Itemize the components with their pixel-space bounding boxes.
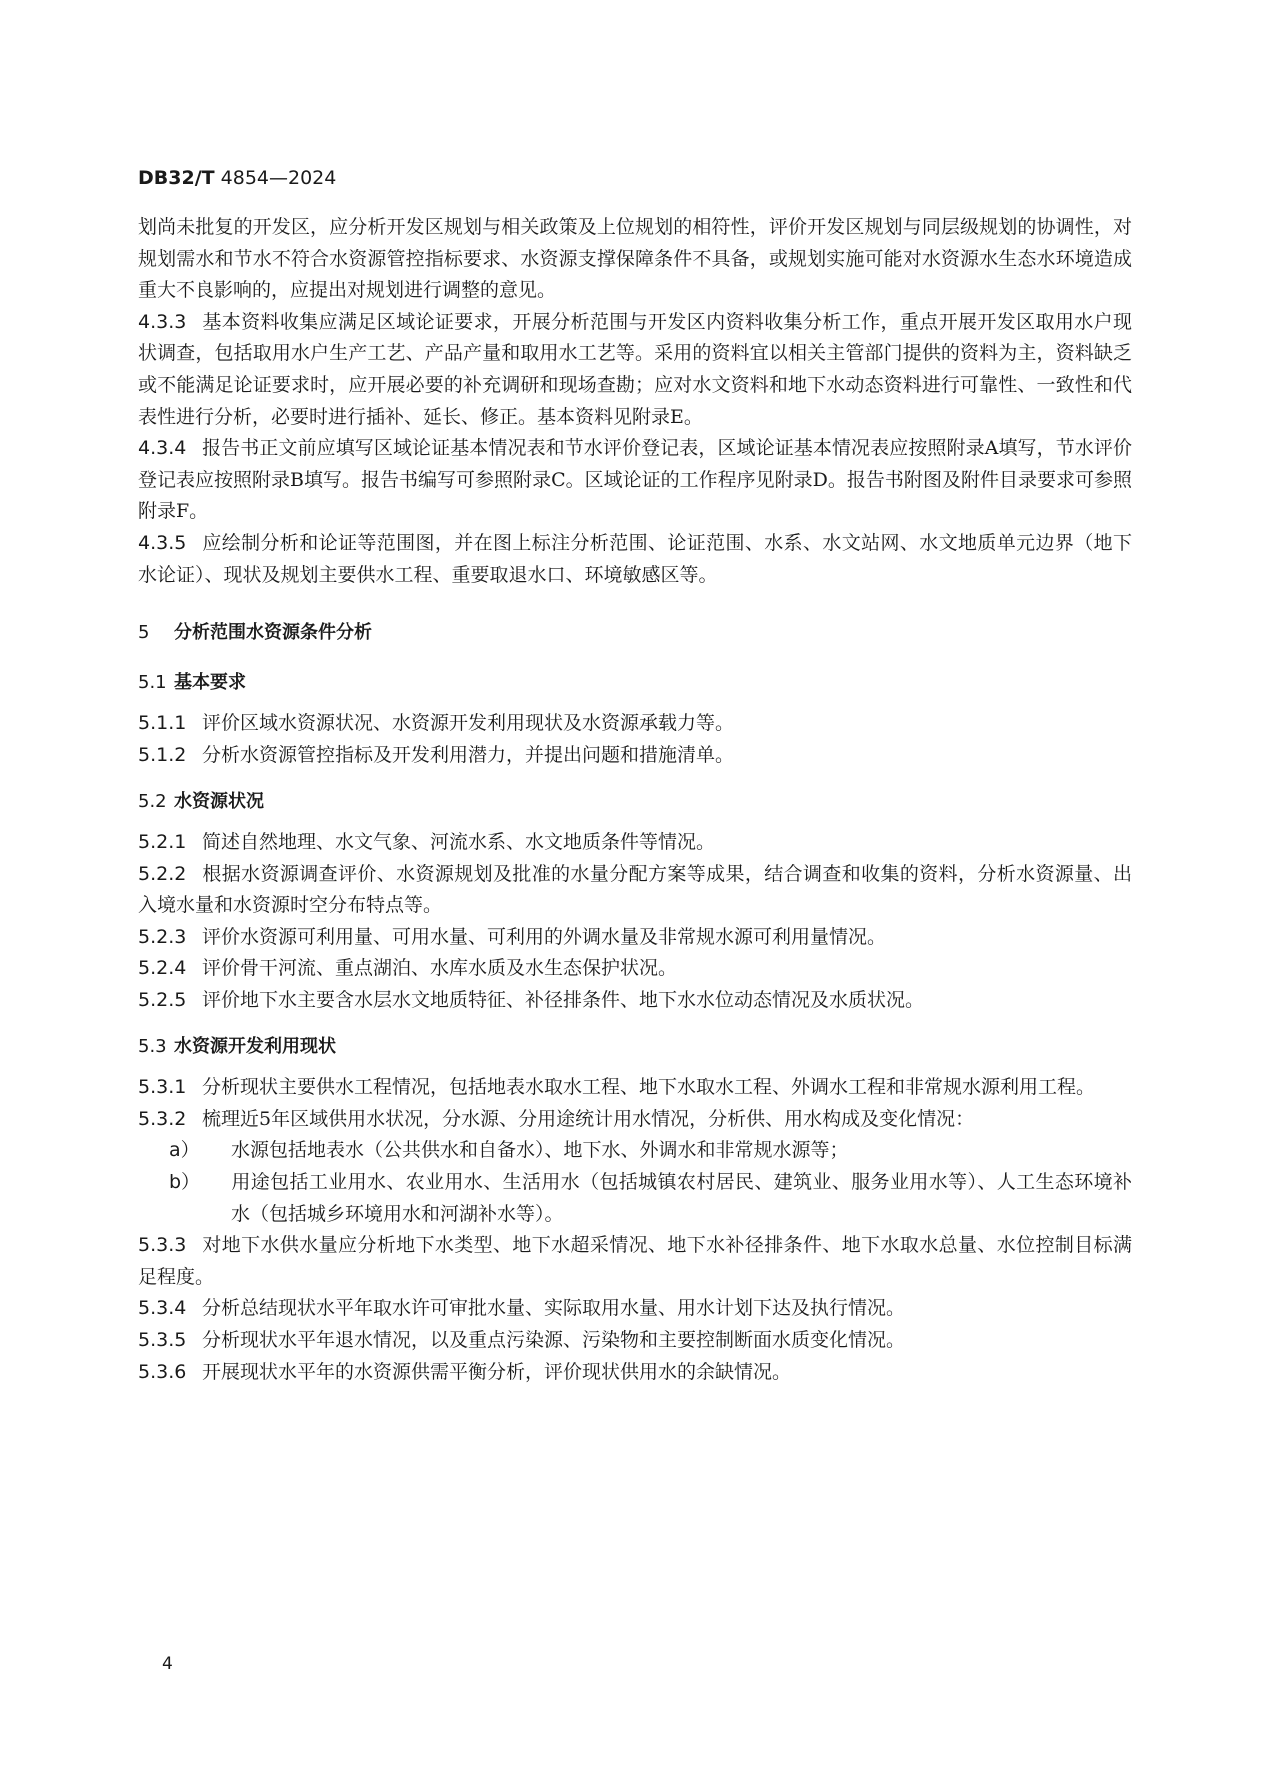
- list-text: 用途包括工业用水、农业用水、生活用水（包括城镇农村居民、建筑业、服务业用水等）、人工生态环境补水（包括城乡环境用水和河湖补水等）。: [231, 1171, 1132, 1225]
- clause-5-2-2: [138, 859, 1132, 922]
- document-header: [138, 167, 336, 189]
- section-heading-5-2: [138, 786, 1132, 818]
- clause-number: 5.3.4: [138, 1297, 187, 1320]
- clause-text: 评价地下水主要含水层水文地质特征、补径排条件、地下水水位动态情况及水质状况。: [202, 989, 925, 1012]
- section-number: 5.2: [138, 790, 167, 812]
- clause-text: 分析水资源管控指标及开发利用潜力，并提出问题和措施清单。: [202, 743, 735, 766]
- clause-number: 5.2.3: [138, 925, 187, 948]
- clause-5-3-1: [138, 1072, 1132, 1104]
- clause-text: 评价水资源可利用量、可用水量、可利用的外调水量及非常规水源可利用量情况。: [202, 925, 887, 948]
- clause-number: 5.3.5: [138, 1329, 187, 1351]
- clause-number: 5.3.6: [138, 1360, 187, 1383]
- clause-number: 4.3.3: [138, 310, 187, 333]
- clause-5-2-1: [138, 827, 1132, 859]
- clause-4-3-4: [138, 433, 1132, 528]
- clause-text: 梳理近5年区域供用水状况，分水源、分用途统计用水情况，分析供、用水构成及变化情况：: [202, 1107, 975, 1130]
- clause-5-2-5: [138, 985, 1132, 1017]
- standard-code-number: 4854—2024: [220, 167, 337, 189]
- clause-number: 4.3.5: [138, 531, 187, 554]
- clause-number: 4.3.4: [138, 437, 187, 460]
- clause-number: 5.3.3: [138, 1234, 187, 1257]
- clause-text: 基本资料收集应满足区域论证要求，开展分析范围与开发区内资料收集分析工作，重点开展开发区取用水户现状调查，包括取用水户生产工艺、产品产量和取用水工艺等。采用的资料宜以相关主管部门提供的资料为主，资料缺乏或不能满足论证要求时，应开展必要的补充调研和现场查勘；应对水文资料和地下水动态资料进行可靠性、一致性和代表性进行分析，必要时进行插补、延长、修正。基本资料见附录E。: [138, 310, 1132, 428]
- section-number: 5: [138, 622, 150, 644]
- section-title: 分析范围水资源条件分析: [174, 622, 372, 644]
- clause-text: 简述自然地理、水文气象、河流水系、水文地质条件等情况。: [202, 831, 716, 854]
- clause-5-1-1: [138, 708, 1132, 740]
- clause-number: 5.2.1: [138, 831, 187, 854]
- section-title: 水资源状况: [174, 790, 264, 812]
- clause-number: 5.3.2: [138, 1107, 187, 1130]
- section-heading-5: [138, 617, 1132, 649]
- list-item-b: [138, 1167, 1132, 1230]
- paragraph-continuation: 划尚未批复的开发区，应分析开发区规划与相关政策及上位规划的相符性，评价开发区规划与同层级规划的协调性，对规划需水和节水不符合水资源管控指标要求、水资源支撑保障条件不具备，或规划实施可能对水资源水生态水环境造成重大不良影响的，应提出对规划进行调整的意见。: [138, 216, 1132, 302]
- clause-text: 开展现状水平年的水资源供需平衡分析，评价现状供用水的余缺情况。: [202, 1360, 792, 1383]
- clause-5-1-2: [138, 740, 1132, 772]
- clause-4-3-3: [138, 307, 1132, 433]
- clause-text: 评价骨干河流、重点湖泊、水库水质及水生态保护状况。: [202, 957, 678, 980]
- clause-text: 分析总结现状水平年取水许可审批水量、实际取用水量、用水计划下达及执行情况。: [202, 1297, 906, 1320]
- clause-number: 5.2.5: [138, 989, 187, 1012]
- clause-number: 5.2.2: [138, 862, 187, 885]
- clause-text: 应绘制分析和论证等范围图，并在图上标注分析范围、论证范围、水系、水文站网、水文地质单元边界（地下水论证）、现状及规划主要供水工程、重要取退水口、环境敏感区等。: [138, 531, 1132, 586]
- clause-number: 5.1.1: [138, 712, 187, 735]
- clause-5-2-4: [138, 953, 1132, 985]
- clause-text: 分析现状水平年退水情况，以及重点污染源、污染物和主要控制断面水质变化情况。: [202, 1329, 906, 1351]
- clause-4-3-5: [138, 528, 1132, 591]
- clause-5-3-6: [138, 1357, 1132, 1389]
- page-number: 4: [162, 1654, 173, 1674]
- list-item-a: [138, 1135, 1132, 1167]
- clause-5-3-3: [138, 1230, 1132, 1293]
- clause-text: 对地下水供水量应分析地下水类型、地下水超采情况、地下水补径排条件、地下水取水总量、水位控制目标满足程度。: [138, 1234, 1132, 1288]
- clause-5-2-3: [138, 922, 1132, 954]
- clause-number: 5.1.2: [138, 743, 187, 766]
- clause-text: 分析现状主要供水工程情况，包括地表水取水工程、地下水取水工程、外调水工程和非常规水源利用工程。: [202, 1076, 1096, 1099]
- list-marker: b）: [169, 1171, 201, 1194]
- document-body: [138, 212, 1132, 1388]
- clause-number: 5.2.4: [138, 957, 187, 980]
- clause-text: 根据水资源调查评价、水资源规划及批准的水量分配方案等成果，结合调查和收集的资料，分析水资源量、出入境水量和水资源时空分布特点等。: [138, 862, 1132, 917]
- clause-5-3-2: [138, 1104, 1132, 1136]
- clause-5-3-4: [138, 1293, 1132, 1325]
- section-heading-5-3: [138, 1031, 1132, 1063]
- list-text: 水源包括地表水（公共供水和自备水）、地下水、外调水和非常规水源等；: [231, 1139, 849, 1162]
- clause-5-3-5: [138, 1325, 1132, 1357]
- clause-number: 5.3.1: [138, 1076, 187, 1099]
- section-number: 5.1: [138, 671, 167, 693]
- section-title: 水资源开发利用现状: [174, 1035, 336, 1057]
- clause-text: 评价区域水资源状况、水资源开发利用现状及水资源承载力等。: [202, 712, 735, 735]
- standard-code-prefix: DB32/T: [138, 167, 215, 189]
- list-marker: a）: [169, 1139, 200, 1162]
- section-number: 5.3: [138, 1035, 167, 1057]
- section-heading-5-1: [138, 667, 1132, 699]
- section-title: 基本要求: [174, 671, 246, 693]
- clause-text: 报告书正文前应填写区域论证基本情况表和节水评价登记表，区域论证基本情况表应按照附录A填写，节水评价登记表应按照附录B填写。报告书编写可参照附录C。区域论证的工作程序见附录D。报告书附图及附件目录要求可参照附录F。: [138, 437, 1132, 523]
